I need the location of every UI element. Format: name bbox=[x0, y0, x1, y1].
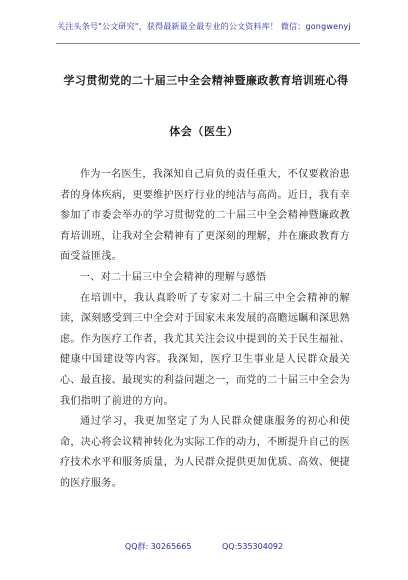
section-heading: 一、对二十届三中全会精神的理解与感悟 bbox=[80, 271, 267, 283]
document-title-continued: 体会（医生） bbox=[169, 125, 239, 138]
footer-contact bbox=[0, 542, 408, 552]
paragraph-commitment: 通过学习，我更加坚定了为人民群众健康服务的初心和使命，决心将会议精神转化为实际工作的动力，不断提升自己的医疗技术水平和服务质量，为人民群众提供更加优质、高效、便捷的医疗服务。 bbox=[60, 416, 350, 489]
header-divider bbox=[56, 43, 360, 44]
footer-qq: QQ:535304092 bbox=[222, 542, 284, 551]
paragraph-intro: 作为一名医生，我深知自己肩负的责任重大，不仅要救治患者的身体疾病，更要维护医疗行业的纯洁与高尚。近日，我有幸参加了市委会举办的学习贯彻党的二十届三中全会精神暨廉政教育培训班，让我对全会精神有了更深刻的理解，并在廉政教育方面受益匪浅。 bbox=[60, 169, 350, 263]
paragraph-understanding: 在培训中，我认真聆听了专家对二十届三中全会精神的解读，深刻感受到三中全会对于国家未来发展的高瞻远瞩和深思熟虑。作为医疗工作者，我尤其关注会议中提到的关于民生福祉、健康中国建设等内容。我深知，医疗卫生事业是人民群众最关心、最直接、最现实的利益问题之一，而党的二十届三中全会为我们指明了前进的方向。 bbox=[60, 292, 350, 407]
footer-qq-group: QQ群: 30265665 bbox=[124, 542, 192, 551]
header-banner: 关注头条号"公文研究"，获得最新最全最专业的公文资料库！ 微信：gongwenyj bbox=[57, 22, 351, 31]
document-body bbox=[60, 165, 350, 495]
document-title: 学习贯彻党的二十届三中全会精神暨廉政教育培训班心得 bbox=[63, 74, 349, 87]
